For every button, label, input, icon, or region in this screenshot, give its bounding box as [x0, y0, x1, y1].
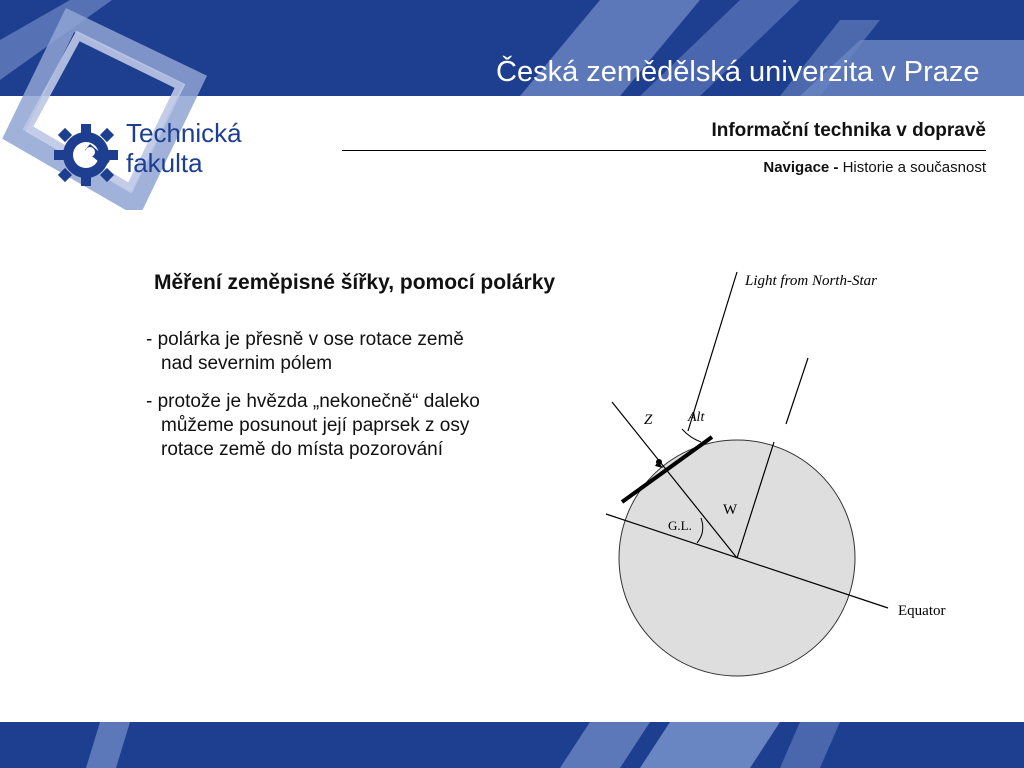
equator-label: Equator: [898, 603, 946, 619]
faculty-line-2: fakulta: [126, 148, 203, 178]
w-label: W: [723, 502, 738, 518]
header-band: [0, 0, 1024, 210]
bullet-line: - protože je hvězda „nekonečně“ daleko: [146, 391, 480, 412]
north-star-ray-axis: [786, 358, 808, 424]
north-star-ray-observer: [688, 272, 737, 431]
bullet-line: nad severnim pólem: [161, 353, 333, 374]
faculty-line-1: Technická: [126, 118, 242, 148]
breadcrumb-page: Historie a současnost: [842, 159, 986, 176]
breadcrumb-section: Navigace -: [763, 159, 839, 176]
faculty-name: [126, 118, 242, 178]
alt-label: Alt: [688, 410, 705, 425]
latitude-diagram: [596, 258, 996, 698]
bullet-list: [146, 328, 480, 476]
university-name: Česká zemědělská univerzita v Praze: [496, 56, 980, 88]
course-title: Informační technika v dopravě: [711, 120, 986, 141]
bullet-line: můžeme posunout její paprsek z osy: [161, 415, 470, 436]
breadcrumb: [763, 159, 986, 176]
bullet-line: - polárka je přesně v ose rotace země: [146, 329, 464, 350]
bullet-item: [146, 390, 480, 462]
gear-wrench-logo-icon: [52, 122, 120, 188]
header-divider: [342, 150, 986, 151]
footer-band: [0, 722, 1024, 768]
gl-label: G.L.: [668, 518, 692, 533]
alt-angle-arc: [682, 429, 701, 442]
slide-title: Měření zeměpisné šířky, pomocí polárky: [154, 271, 556, 294]
bullet-item: [146, 328, 480, 376]
bullet-line: rotace země do místa pozorování: [161, 439, 443, 460]
zenith-label: Z: [644, 412, 653, 428]
light-label: Light from North-Star: [745, 273, 877, 289]
